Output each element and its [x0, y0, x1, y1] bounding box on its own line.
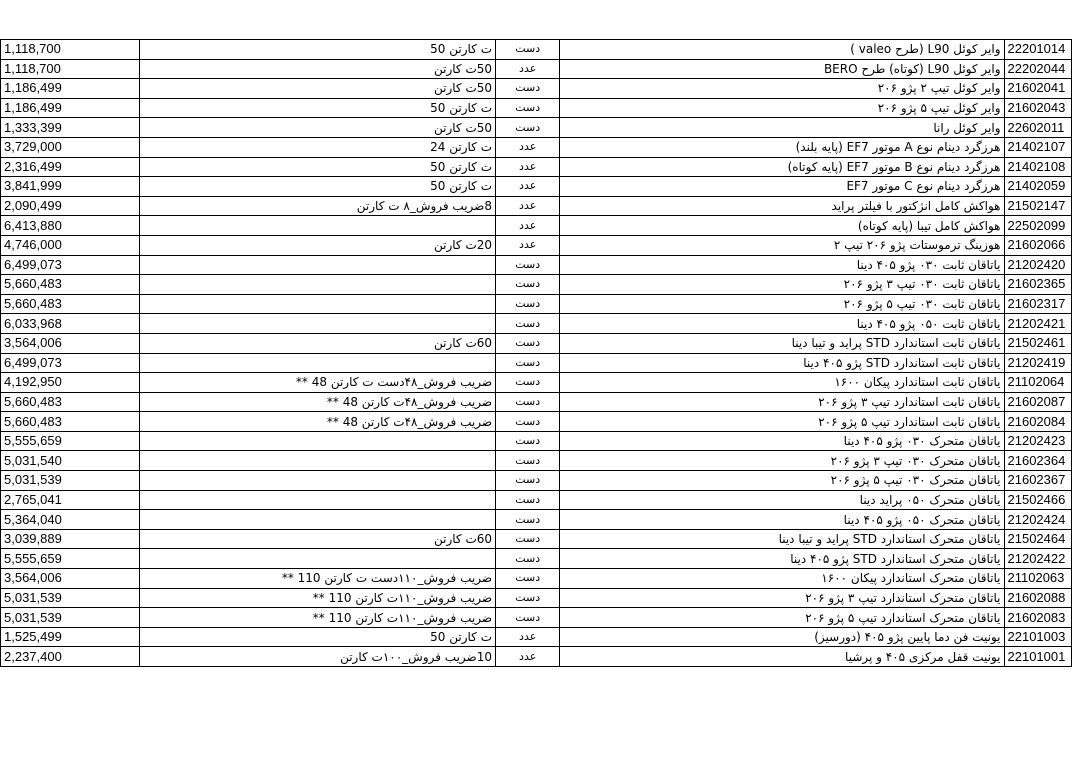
- product-code-cell[interactable]: 21402059: [1004, 177, 1071, 197]
- unit-cell[interactable]: عدد: [496, 196, 560, 216]
- price-cell[interactable]: 2,090,499: [1, 196, 140, 216]
- product-name-cell[interactable]: یونیت قفل مرکزی ۴۰۵ و پرشیا: [560, 647, 1004, 667]
- unit-cell[interactable]: عدد: [496, 177, 560, 197]
- table-row: [1, 588, 1072, 608]
- table-row: [1, 549, 1072, 569]
- table-row: [1, 79, 1072, 99]
- note-cell[interactable]: ت کارتن 50: [140, 627, 496, 647]
- product-name-cell[interactable]: یاتاقان متحرک استاندارد پیکان ۱۶۰۰: [560, 569, 1004, 589]
- product-code-cell[interactable]: 21202423: [1004, 431, 1071, 451]
- product-code-cell[interactable]: 21202421: [1004, 314, 1071, 334]
- product-name-cell[interactable]: یاتاقان متحرک ۰۳۰ تیپ ۵ پژو ۲۰۶: [560, 471, 1004, 491]
- price-cell[interactable]: 5,555,659: [1, 431, 140, 451]
- product-name-cell[interactable]: وایر کوئل L90 (کوتاه) طرح BERO: [560, 59, 1004, 79]
- note-cell[interactable]: ت کارتن 50: [140, 40, 496, 60]
- table-row: [1, 137, 1072, 157]
- unit-cell[interactable]: عدد: [496, 216, 560, 236]
- price-cell[interactable]: 1,186,499: [1, 98, 140, 118]
- product-name-cell[interactable]: یاتاقان ثابت ۰۳۰ تیپ ۳ پژو ۲۰۶: [560, 275, 1004, 295]
- unit-cell[interactable]: دست: [496, 40, 560, 60]
- product-code-cell[interactable]: 21402108: [1004, 157, 1071, 177]
- unit-cell[interactable]: دست: [496, 255, 560, 275]
- note-cell[interactable]: ت کارتن 50: [140, 157, 496, 177]
- product-name-cell[interactable]: یاتاقان ثابت استاندارد تیپ ۵ پژو ۲۰۶: [560, 412, 1004, 432]
- table-row: [1, 471, 1072, 491]
- price-cell[interactable]: 3,841,999: [1, 177, 140, 197]
- table-row: [1, 255, 1072, 275]
- product-code-cell[interactable]: 21602084: [1004, 412, 1071, 432]
- note-cell[interactable]: [140, 451, 496, 471]
- price-cell[interactable]: 2,765,041: [1, 490, 140, 510]
- unit-cell[interactable]: دست: [496, 392, 560, 412]
- unit-cell[interactable]: دست: [496, 373, 560, 393]
- product-code-cell[interactable]: 21102063: [1004, 569, 1071, 589]
- price-cell[interactable]: 2,237,400: [1, 647, 140, 667]
- note-cell[interactable]: [140, 510, 496, 530]
- product-code-cell[interactable]: 21602364: [1004, 451, 1071, 471]
- product-name-cell[interactable]: هرزگرد دینام نوع B موتور EF7 (پایه کوتاه): [560, 157, 1004, 177]
- product-code-cell[interactable]: 22602011: [1004, 118, 1071, 138]
- price-cell[interactable]: 5,031,539: [1, 471, 140, 491]
- product-code-cell[interactable]: 21202424: [1004, 510, 1071, 530]
- product-name-cell[interactable]: یاتاقان متحرک استاندارد تیپ ۳ پژو ۲۰۶: [560, 588, 1004, 608]
- product-name-cell[interactable]: هرزگرد دینام نوع C موتور EF7: [560, 177, 1004, 197]
- table-row: [1, 157, 1072, 177]
- product-name-cell[interactable]: یونیت فن دما پایین پژو ۴۰۵ (دورسیز): [560, 627, 1004, 647]
- note-cell[interactable]: [140, 255, 496, 275]
- price-cell[interactable]: 5,031,540: [1, 451, 140, 471]
- note-cell[interactable]: [140, 549, 496, 569]
- price-cell[interactable]: 1,118,700: [1, 40, 140, 60]
- product-code-cell[interactable]: 21402107: [1004, 137, 1071, 157]
- table-row: [1, 490, 1072, 510]
- unit-cell[interactable]: دست: [496, 529, 560, 549]
- unit-cell[interactable]: دست: [496, 451, 560, 471]
- note-cell[interactable]: ت کارتن 50: [140, 177, 496, 197]
- price-cell[interactable]: 1,186,499: [1, 79, 140, 99]
- product-code-cell[interactable]: 21602043: [1004, 98, 1071, 118]
- product-code-cell[interactable]: 22502099: [1004, 216, 1071, 236]
- unit-cell[interactable]: دست: [496, 118, 560, 138]
- product-code-cell[interactable]: 21502466: [1004, 490, 1071, 510]
- unit-cell[interactable]: دست: [496, 79, 560, 99]
- product-code-cell[interactable]: 22101001: [1004, 647, 1071, 667]
- note-cell[interactable]: [140, 275, 496, 295]
- price-cell[interactable]: 1,118,700: [1, 59, 140, 79]
- price-cell[interactable]: 5,660,483: [1, 294, 140, 314]
- product-code-cell[interactable]: 21602087: [1004, 392, 1071, 412]
- unit-cell[interactable]: عدد: [496, 59, 560, 79]
- product-code-cell[interactable]: 21602365: [1004, 275, 1071, 295]
- table-row: [1, 353, 1072, 373]
- note-cell[interactable]: ضریب فروش_۴۸ت کارتن 48 **: [140, 392, 496, 412]
- note-cell[interactable]: 60ت کارتن: [140, 529, 496, 549]
- price-cell[interactable]: 6,033,968: [1, 314, 140, 334]
- price-cell[interactable]: 5,555,659: [1, 549, 140, 569]
- product-code-cell[interactable]: 22101003: [1004, 627, 1071, 647]
- table-row: [1, 412, 1072, 432]
- note-cell[interactable]: [140, 471, 496, 491]
- unit-cell[interactable]: دست: [496, 333, 560, 353]
- table-row: [1, 294, 1072, 314]
- price-cell[interactable]: 3,039,889: [1, 529, 140, 549]
- note-cell[interactable]: 50ت کارتن: [140, 118, 496, 138]
- unit-cell[interactable]: دست: [496, 569, 560, 589]
- price-list-table: [0, 39, 1072, 667]
- table-row: [1, 510, 1072, 530]
- note-cell[interactable]: 10ضریب فروش_۱۰۰ت کارتن: [140, 647, 496, 667]
- unit-cell[interactable]: عدد: [496, 627, 560, 647]
- product-name-cell[interactable]: هواکش کامل انژکتور با فیلتر پراید: [560, 196, 1004, 216]
- note-cell[interactable]: ضریب فروش_۴۸ت کارتن 48 **: [140, 412, 496, 432]
- unit-cell[interactable]: دست: [496, 275, 560, 295]
- product-name-cell[interactable]: یاتاقان ثابت ۰۳۰ تیپ ۵ پژو ۲۰۶: [560, 294, 1004, 314]
- table-row: [1, 98, 1072, 118]
- table-row: [1, 118, 1072, 138]
- product-name-cell[interactable]: هوزینگ ترموستات پژو ۲۰۶ تیپ ۲: [560, 235, 1004, 255]
- note-cell[interactable]: ضریب فروش_۱۱۰ت کارتن 110 **: [140, 588, 496, 608]
- product-code-cell[interactable]: 22201014: [1004, 40, 1071, 60]
- table-row: [1, 196, 1072, 216]
- unit-cell[interactable]: دست: [496, 431, 560, 451]
- product-name-cell[interactable]: وایر کوئل رانا: [560, 118, 1004, 138]
- product-code-cell[interactable]: 22202044: [1004, 59, 1071, 79]
- product-code-cell[interactable]: 21602041: [1004, 79, 1071, 99]
- product-name-cell[interactable]: یاتاقان متحرک استاندارد تیپ ۵ پژو ۲۰۶: [560, 608, 1004, 628]
- note-cell[interactable]: 50ت کارتن: [140, 79, 496, 99]
- product-code-cell[interactable]: 21102064: [1004, 373, 1071, 393]
- product-code-cell[interactable]: 21502147: [1004, 196, 1071, 216]
- product-name-cell[interactable]: یاتاقان متحرک استاندارد STD پراید و تیبا دینا: [560, 529, 1004, 549]
- note-cell[interactable]: ت کارتن 24: [140, 137, 496, 157]
- unit-cell[interactable]: عدد: [496, 647, 560, 667]
- product-name-cell[interactable]: یاتاقان ثابت ۰۳۰ پژو ۴۰۵ دینا: [560, 255, 1004, 275]
- table-row: [1, 569, 1072, 589]
- product-code-cell[interactable]: 21202422: [1004, 549, 1071, 569]
- table-row: [1, 431, 1072, 451]
- table-row: [1, 451, 1072, 471]
- price-cell[interactable]: 3,564,006: [1, 569, 140, 589]
- unit-cell[interactable]: دست: [496, 412, 560, 432]
- table-row: [1, 392, 1072, 412]
- note-cell[interactable]: 60ت کارتن: [140, 333, 496, 353]
- price-list-body: [1, 40, 1072, 667]
- product-name-cell[interactable]: یاتاقان متحرک ۰۵۰ پژو ۴۰۵ دینا: [560, 510, 1004, 530]
- price-cell[interactable]: 5,031,539: [1, 588, 140, 608]
- product-code-cell[interactable]: 21602367: [1004, 471, 1071, 491]
- table-row: [1, 627, 1072, 647]
- product-name-cell[interactable]: هواکش کامل تیبا (پایه کوتاه): [560, 216, 1004, 236]
- price-cell[interactable]: 3,729,000: [1, 137, 140, 157]
- unit-cell[interactable]: عدد: [496, 235, 560, 255]
- note-cell[interactable]: ضریب فروش_۱۱۰دست ت کارتن 110 **: [140, 569, 496, 589]
- product-code-cell[interactable]: 21602317: [1004, 294, 1071, 314]
- unit-cell[interactable]: دست: [496, 608, 560, 628]
- product-code-cell[interactable]: 21602083: [1004, 608, 1071, 628]
- unit-cell[interactable]: دست: [496, 549, 560, 569]
- price-cell[interactable]: 1,525,499: [1, 627, 140, 647]
- unit-cell[interactable]: دست: [496, 490, 560, 510]
- unit-cell[interactable]: عدد: [496, 137, 560, 157]
- product-name-cell[interactable]: یاتاقان متحرک ۰۵۰ پراید دینا: [560, 490, 1004, 510]
- unit-cell[interactable]: دست: [496, 98, 560, 118]
- unit-cell[interactable]: دست: [496, 314, 560, 334]
- unit-cell[interactable]: دست: [496, 510, 560, 530]
- unit-cell[interactable]: دست: [496, 294, 560, 314]
- product-code-cell[interactable]: 21202419: [1004, 353, 1071, 373]
- price-cell[interactable]: 5,660,483: [1, 392, 140, 412]
- unit-cell[interactable]: دست: [496, 353, 560, 373]
- note-cell[interactable]: [140, 294, 496, 314]
- unit-cell[interactable]: دست: [496, 471, 560, 491]
- product-name-cell[interactable]: وایر کوئل تیپ ۵ پژو ۲۰۶: [560, 98, 1004, 118]
- note-cell[interactable]: 8ضریب فروش_۸ ت کارتن: [140, 196, 496, 216]
- product-code-cell[interactable]: 21502461: [1004, 333, 1071, 353]
- price-cell[interactable]: 4,746,000: [1, 235, 140, 255]
- table-row: [1, 314, 1072, 334]
- product-name-cell[interactable]: یاتاقان ثابت ۰۵۰ پژو ۴۰۵ دینا: [560, 314, 1004, 334]
- note-cell[interactable]: [140, 216, 496, 236]
- price-cell[interactable]: 1,333,399: [1, 118, 140, 138]
- product-name-cell[interactable]: یاتاقان ثابت استاندارد STD پژو ۴۰۵ دینا: [560, 353, 1004, 373]
- price-cell[interactable]: 6,413,880: [1, 216, 140, 236]
- price-cell[interactable]: 4,192,950: [1, 373, 140, 393]
- unit-cell[interactable]: دست: [496, 588, 560, 608]
- product-name-cell[interactable]: یاتاقان متحرک ۰۳۰ تیپ ۳ پژو ۲۰۶: [560, 451, 1004, 471]
- table-row: [1, 40, 1072, 60]
- price-cell[interactable]: 5,660,483: [1, 275, 140, 295]
- unit-cell[interactable]: عدد: [496, 157, 560, 177]
- product-code-cell[interactable]: 21602088: [1004, 588, 1071, 608]
- product-name-cell[interactable]: هرزگرد دینام نوع A موتور EF7 (پایه بلند): [560, 137, 1004, 157]
- product-code-cell[interactable]: 21602066: [1004, 235, 1071, 255]
- note-cell[interactable]: 20ت کارتن: [140, 235, 496, 255]
- table-row: [1, 235, 1072, 255]
- table-row: [1, 529, 1072, 549]
- note-cell[interactable]: [140, 353, 496, 373]
- price-list-sheet: [0, 39, 1080, 667]
- note-cell[interactable]: 50ت کارتن: [140, 59, 496, 79]
- product-name-cell[interactable]: وایر کوئل L90 (طرح valeo ): [560, 40, 1004, 60]
- note-cell[interactable]: ضریب فروش_۴۸دست ت کارتن 48 **: [140, 373, 496, 393]
- table-row: [1, 608, 1072, 628]
- price-cell[interactable]: 5,364,040: [1, 510, 140, 530]
- price-cell[interactable]: 2,316,499: [1, 157, 140, 177]
- table-row: [1, 216, 1072, 236]
- table-row: [1, 373, 1072, 393]
- price-cell[interactable]: 3,564,006: [1, 333, 140, 353]
- price-cell[interactable]: 6,499,073: [1, 353, 140, 373]
- product-code-cell[interactable]: 21202420: [1004, 255, 1071, 275]
- product-name-cell[interactable]: یاتاقان متحرک استاندارد STD پژو ۴۰۵ دینا: [560, 549, 1004, 569]
- note-cell[interactable]: [140, 490, 496, 510]
- table-row: [1, 59, 1072, 79]
- product-name-cell[interactable]: یاتاقان ثابت استاندارد STD پراید و تیبا دینا: [560, 333, 1004, 353]
- product-name-cell[interactable]: وایر کوئل تیپ ۲ پژو ۲۰۶: [560, 79, 1004, 99]
- note-cell[interactable]: ضریب فروش_۱۱۰ت کارتن 110 **: [140, 608, 496, 628]
- product-name-cell[interactable]: یاتاقان متحرک ۰۳۰ پژو ۴۰۵ دینا: [560, 431, 1004, 451]
- price-cell[interactable]: 6,499,073: [1, 255, 140, 275]
- table-row: [1, 275, 1072, 295]
- table-row: [1, 333, 1072, 353]
- product-name-cell[interactable]: یاتاقان ثابت استاندارد تیپ ۳ پژو ۲۰۶: [560, 392, 1004, 412]
- price-cell[interactable]: 5,660,483: [1, 412, 140, 432]
- note-cell[interactable]: ت کارتن 50: [140, 98, 496, 118]
- product-code-cell[interactable]: 21502464: [1004, 529, 1071, 549]
- table-row: [1, 177, 1072, 197]
- table-row: [1, 647, 1072, 667]
- note-cell[interactable]: [140, 431, 496, 451]
- note-cell[interactable]: [140, 314, 496, 334]
- product-name-cell[interactable]: یاتاقان ثابت استاندارد پیکان ۱۶۰۰: [560, 373, 1004, 393]
- price-cell[interactable]: 5,031,539: [1, 608, 140, 628]
